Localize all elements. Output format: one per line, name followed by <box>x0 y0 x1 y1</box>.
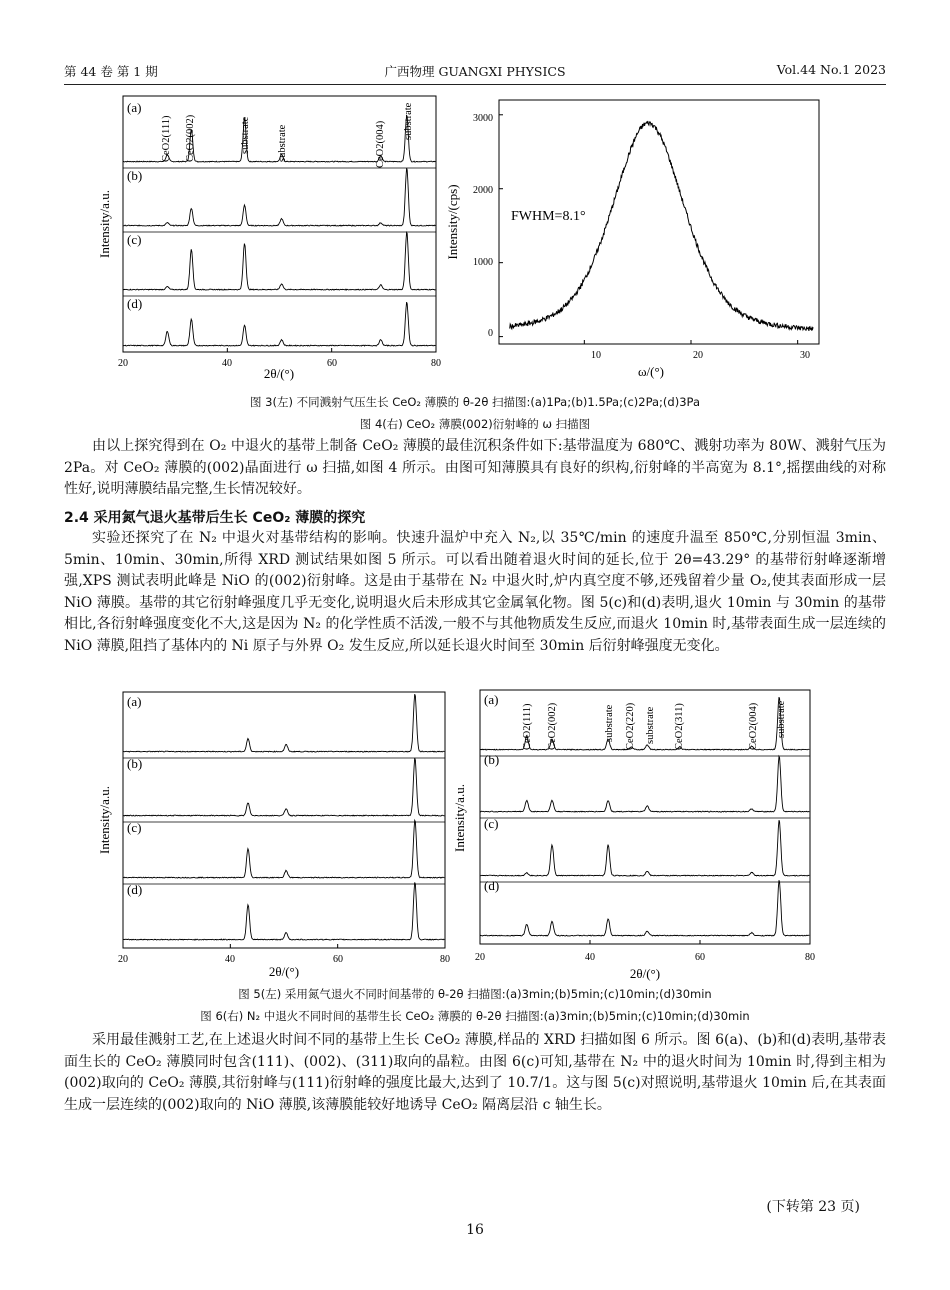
xrd-series-2 <box>480 756 809 812</box>
figure-5-ylabel: Intensity/a.u. <box>97 786 112 854</box>
paragraph-2: 实验还探究了在 N₂ 中退火对基带结构的影响。快速升温炉中充入 N₂,以 35℃/min 的速度升温至 850℃,分别恒温 3min、5min、10min、30min,所得 XRD 测试结果如图 5 所示。可以看出随着退火时间的延长,位于 2θ=43.29° 的基带衍射峰逐渐增强,XPS 测试表明此峰是 NiO 的(002)衍射峰。这是由于基带在 N₂ 中退火时,炉内真空度不够,还残留着少量 O₂,使其表面形成一层 NiO 薄膜。基带的其它衍射峰强度几乎无变化,说明退火后未形成其它金属氧化物。图 5(c)和(d)表明,退火 10min 与 30min 的基带相比,各衍射峰强度变化不大,这是因为 N₂ 的化学性质不活泼,一般不与其他物质发生反应,而退火 10min 时,基带表面生成一层连续的 NiO 薄膜,阻挡了基体内的 Ni 原子与外界 O₂ 发生反应,所以延长退火时间至 30min 后衍射峰强度无变化。 <box>64 530 886 654</box>
paragraph-1: 由以上探究得到在 O₂ 中退火的基带上制备 CeO₂ 薄膜的最佳沉积条件如下:基带温度为 680℃、溅射功率为 80W、溅射气压为 2Pa。对 CeO₂ 薄膜的(002)晶面进行 ω 扫描,如图 4 所示。由图可知薄膜具有良好的织构,衍射峰的半高宽为 8.1°,摇摆曲线的对称性好,说明薄膜结晶完整,生长情况较好。 <box>64 438 886 497</box>
caption-figure-5: 图 5(左) 采用氮气退火不同时间基带的 θ-2θ 扫描图:(a)3min;(b)5min;(c)10min;(d)30min <box>238 987 712 1001</box>
xrd-series-4 <box>123 882 444 940</box>
figure-3-annotation: CeO2(004) <box>375 120 386 168</box>
xrd-series-2 <box>123 758 444 816</box>
figure-4-fwhm-label: FWHM=8.1° <box>511 209 586 224</box>
figure-6-ylabel: Intensity/a.u. <box>452 784 467 852</box>
figure-6-xtick: 60 <box>695 952 705 963</box>
figure-5-xtick: 20 <box>118 954 128 965</box>
figure-6-xlabel: 2θ/(°) <box>629 966 661 981</box>
figure-4 <box>445 96 830 386</box>
running-header-right: Vol.44 No.1 2023 <box>776 62 886 77</box>
figure-4-ytick: 0 <box>488 328 493 339</box>
running-header-center: 广西物理 GUANGXI PHYSICS <box>384 64 566 79</box>
figure-3 <box>95 92 455 382</box>
paragraph-3: 采用最佳溅射工艺,在上述退火时间不同的基带上生长 CeO₂ 薄膜,样品的 XRD 扫描如图 6 所示。图 6(a)、(b)和(d)表明,基带表面生长的 CeO₂ 薄膜同时包含(111)、(002)、(311)取向的晶粒。由图 6(c)可知,基带在 N₂ 中的退火时间为 10min 时,得到主相为(002)取向的 CeO₂ 薄膜,其衍射峰与(111)衍射峰的强度比最大,达到了 10.7/1。这与图 5(c)对照说明,基带退火 10min 后,在其表面生成一层连续的(002)取向的 NiO 薄膜,该薄膜能较好地诱导 CeO₂ 隔离层沿 c 轴生长。 <box>64 1032 886 1113</box>
figure-5-xlabel: 2θ/(°) <box>268 964 300 979</box>
figure-3-annotation: CeO2(002) <box>185 114 196 162</box>
figure-3-annotation: substrate <box>403 102 414 140</box>
figure-4-xtick: 30 <box>800 350 810 361</box>
figure-6-xtick: 20 <box>475 952 485 963</box>
figure-3-panel-label: (b) <box>127 168 143 183</box>
figure-6-annotation: substrate <box>776 700 787 738</box>
figure-3-panel-label: (c) <box>127 232 142 247</box>
continued-note: (下转第 23 页) <box>766 1199 860 1215</box>
xrd-series-4 <box>123 302 435 346</box>
figure-6-panel-label: (c) <box>484 816 499 831</box>
figure-4-xlabel: ω/(°) <box>637 364 665 379</box>
rocking-curve <box>510 121 813 331</box>
figure-3-annotation: substrate <box>240 116 251 154</box>
page-number: 16 <box>466 1222 484 1238</box>
figure-6-panel-label: (d) <box>484 878 500 893</box>
figure-3-xtick: 60 <box>327 358 337 369</box>
figure-6-xtick: 40 <box>585 952 595 963</box>
figure-4-ytick: 2000 <box>473 185 493 196</box>
xrd-series-2 <box>123 168 435 226</box>
caption-figure-3: 图 3(左) 不同溅射气压生长 CeO₂ 薄膜的 θ-2θ 扫描图:(a)1Pa;(b)1.5Pa;(c)2Pa;(d)3Pa <box>250 395 700 409</box>
figure-5 <box>95 690 455 982</box>
caption-figure-6: 图 6(右) N₂ 中退火不同时间的基带生长 CeO₂ 薄膜的 θ-2θ 扫描图:(a)3min;(b)5min;(c)10min;(d)30min <box>200 1009 750 1023</box>
figure-5-panel-label: (b) <box>127 756 143 771</box>
figure-5-chart <box>95 690 455 982</box>
figure-3-annotation: CeO2(111) <box>161 115 172 162</box>
figure-3-ylabel: Intensity/a.u. <box>97 190 112 258</box>
figure-4-ylabel: Intensity/(cps) <box>445 184 460 260</box>
figure-6-annotation: CeO2(004) <box>748 702 759 750</box>
figure-4-xtick: 10 <box>591 350 601 361</box>
figure-5-xtick: 40 <box>225 954 235 965</box>
xrd-series-3 <box>480 820 809 876</box>
header-rule <box>64 84 886 85</box>
figure-5-xtick: 60 <box>333 954 343 965</box>
xrd-series-3 <box>123 233 435 291</box>
caption-figure-4: 图 4(右) CeO₂ 薄膜(002)衍射峰的 ω 扫描图 <box>359 417 591 431</box>
figure-3-xtick: 20 <box>118 358 128 369</box>
figure-3-annotation: substrate <box>277 124 288 162</box>
xrd-series-4 <box>480 880 809 936</box>
figure-3-xtick: 80 <box>431 358 441 369</box>
figure-5-panel-label: (a) <box>127 694 142 709</box>
figure-6-annotation: CeO2(111) <box>522 703 533 750</box>
figure-6-chart <box>450 688 825 982</box>
section-heading-2-4: 2.4 采用氮气退火基带后生长 CeO₂ 薄膜的探究 <box>64 510 366 526</box>
figure-4-xtick: 20 <box>693 350 703 361</box>
figure-5-panel-label: (c) <box>127 820 142 835</box>
figure-6-annotation: CeO2(002) <box>547 702 558 750</box>
figure-5-xtick: 80 <box>440 954 450 965</box>
figure-6-xtick: 80 <box>805 952 815 963</box>
figure-4-chart <box>445 96 830 386</box>
figure-3-xtick: 40 <box>222 358 232 369</box>
figure-6 <box>450 688 825 982</box>
running-header-left: 第 44 卷 第 1 期 <box>64 64 158 79</box>
figure-3-panel-label: (d) <box>127 296 143 311</box>
figure-5-frame <box>123 692 445 948</box>
figure-4-ytick: 1000 <box>473 257 493 268</box>
figure-3-chart <box>95 92 455 382</box>
xrd-series-1 <box>123 694 444 752</box>
figure-6-annotation: CeO2(220) <box>625 702 636 750</box>
xrd-series-3 <box>123 820 444 878</box>
figure-5-panel-label: (d) <box>127 882 143 897</box>
figure-3-panel-label: (a) <box>127 100 142 115</box>
figure-6-annotation: CeO2(311) <box>674 703 685 750</box>
figure-6-panel-label: (a) <box>484 692 499 707</box>
figure-4-ytick: 3000 <box>473 113 493 124</box>
figure-3-xlabel: 2θ/(°) <box>263 366 295 381</box>
figure-6-annotation: substrate <box>645 706 656 744</box>
figure-6-annotation: substrate <box>604 704 615 742</box>
figure-6-panel-label: (b) <box>484 752 500 767</box>
